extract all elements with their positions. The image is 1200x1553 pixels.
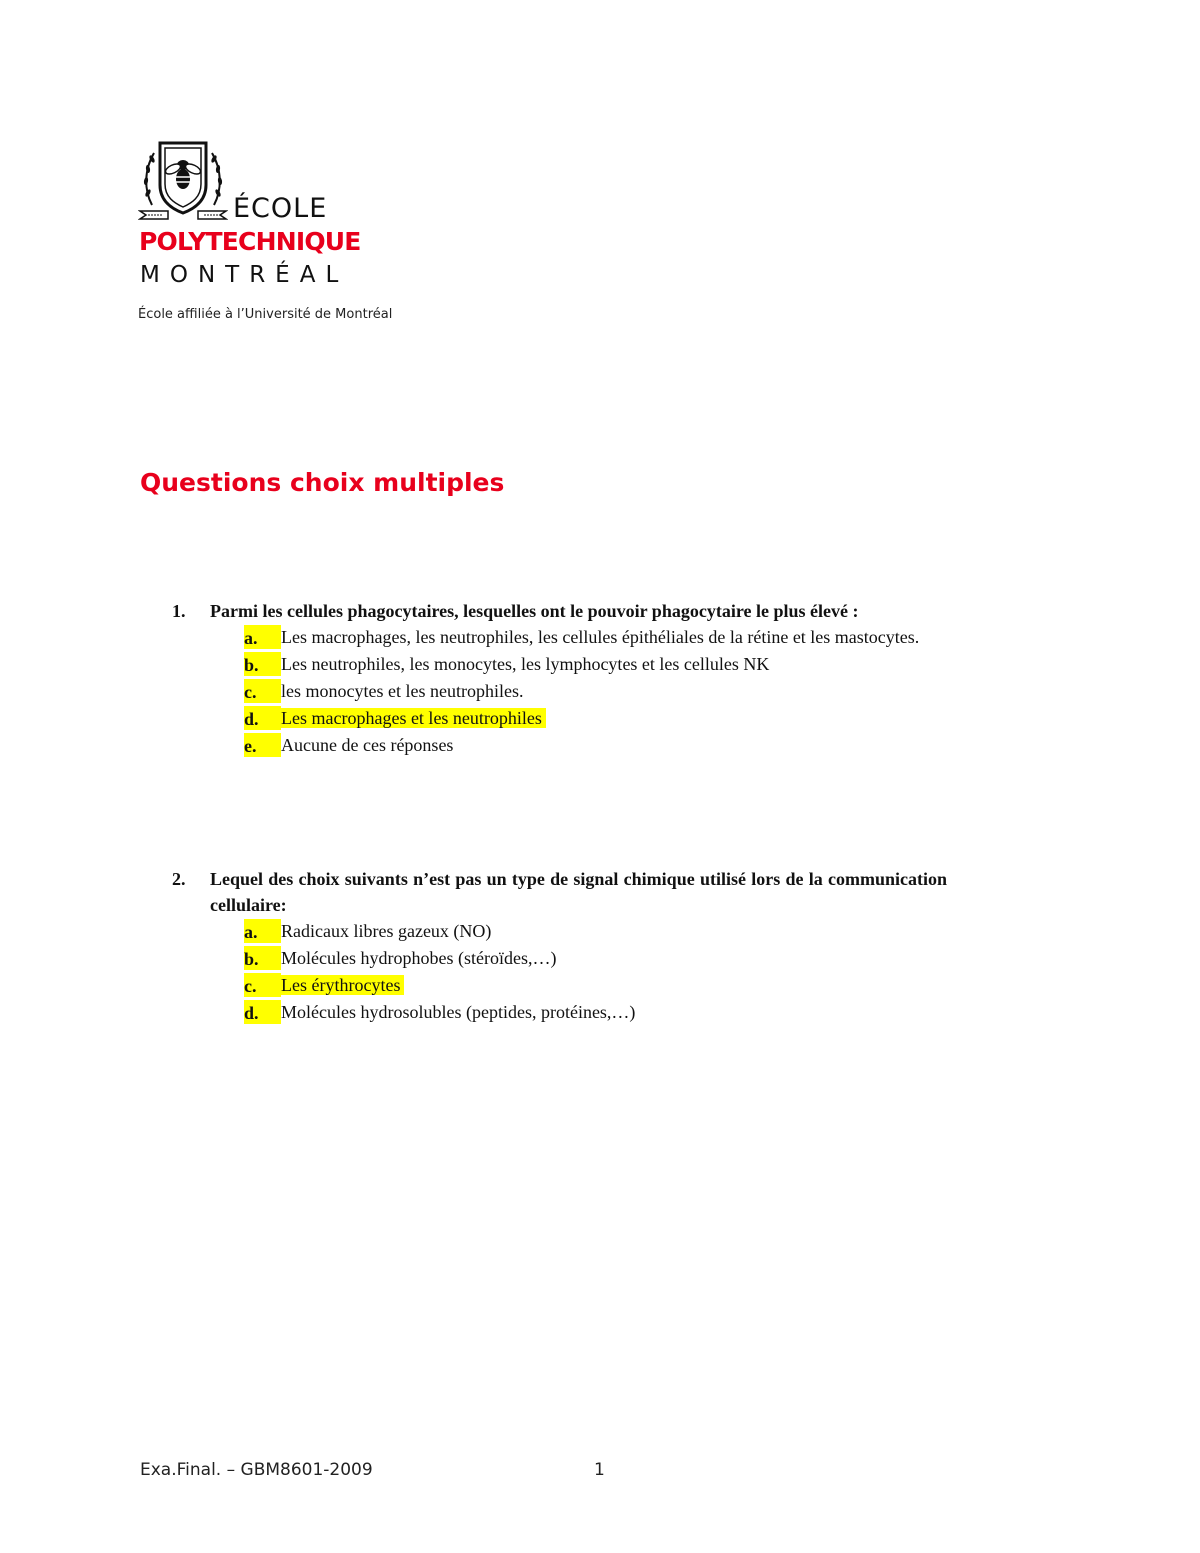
choice-letter: e. [244, 733, 281, 757]
question-number: 1. [172, 601, 186, 621]
choice-list [172, 918, 947, 1026]
choice-text: Radicaux libres gazeux (NO) [281, 921, 492, 941]
choice-letter: b. [244, 652, 281, 676]
choice-letter: a. [244, 919, 281, 943]
highlighted-answer: Les macrophages et les neutrophiles [281, 708, 546, 728]
question-text: Parmi les cellules phagocytaires, lesquelles ont le pouvoir phagocytaire le plus élevé : [210, 601, 859, 621]
logo-text-polytechnique: POLYTECHNIQUE [139, 227, 361, 256]
choice-letter: a. [244, 625, 281, 649]
choice-text: Les macrophages, les neutrophiles, les cellules épithéliales de la rétine et les mastocytes. [281, 627, 920, 647]
choice-list [172, 624, 947, 759]
choice-text: les monocytes et les neutrophiles. [281, 681, 524, 701]
choice-item [244, 999, 947, 1026]
choice-item [244, 918, 947, 945]
choice-letter: c. [244, 973, 281, 997]
choice-item [244, 678, 947, 705]
crest-emblem-icon [138, 135, 228, 225]
question-header [172, 598, 947, 624]
choice-item [244, 732, 947, 759]
choice-item [244, 945, 947, 972]
logo-text-ecole: ÉCOLE [233, 193, 328, 224]
page-title: Questions choix multiples [140, 468, 505, 497]
choice-text: Molécules hydrophobes (stéroïdes,…) [281, 948, 557, 968]
page-number: 1 [594, 1460, 605, 1480]
choice-text: Les neutrophiles, les monocytes, les lymphocytes et les cellules NK [281, 654, 770, 674]
choice-item-highlighted [244, 972, 947, 999]
logo-tagline: École affiliée à l’Université de Montréal [138, 307, 393, 322]
question-1 [172, 598, 947, 759]
choice-text-wrap [281, 705, 947, 732]
footer-exam-label: Exa.Final. – GBM8601-2009 [140, 1460, 373, 1480]
choice-text: Molécules hydrosolubles (peptides, protéines,…) [281, 1002, 636, 1022]
choice-text: Aucune de ces réponses [281, 735, 454, 755]
choice-item [244, 624, 947, 651]
choice-letter: b. [244, 946, 281, 970]
school-logo [138, 135, 438, 335]
choice-letter: d. [244, 1000, 281, 1024]
question-header [172, 866, 947, 918]
choice-item-highlighted [244, 705, 947, 732]
choice-letter: c. [244, 679, 281, 703]
choice-text-wrap [281, 972, 947, 999]
question-2 [172, 866, 947, 1026]
question-text: Lequel des choix suivants n’est pas un type de signal chimique utilisé lors de la communication cellulaire: [210, 869, 947, 915]
choice-letter: d. [244, 706, 281, 730]
logo-text-montreal: MONTRÉAL [140, 262, 349, 288]
question-number: 2. [172, 869, 186, 889]
choice-item [244, 651, 947, 678]
highlighted-answer: Les érythrocytes [281, 975, 404, 995]
